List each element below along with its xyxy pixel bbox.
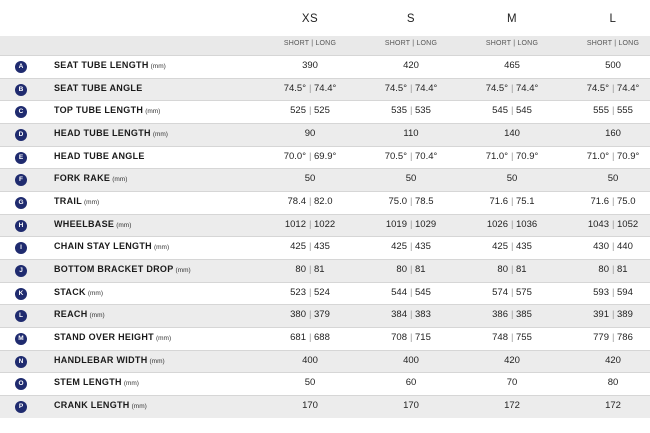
short-value: 523 (290, 286, 306, 298)
long-value: 81 (617, 264, 628, 276)
short-value: 425 (492, 241, 508, 253)
row-label (54, 355, 165, 365)
value-cell: 50 (304, 173, 316, 185)
long-value: 74.4° (314, 82, 337, 94)
value-separator: | (612, 196, 615, 208)
long-value: 1036 (516, 218, 538, 230)
row-label (54, 400, 147, 410)
short-value: 708 (391, 332, 407, 344)
value-separator: | (612, 241, 615, 253)
row-label-text: STEM LENGTH (54, 377, 122, 388)
table-row (0, 168, 650, 191)
row-label (54, 60, 166, 70)
row-letter-badge: N (15, 356, 27, 368)
long-value: 75.1 (516, 196, 535, 208)
value-cell: 170 (302, 400, 318, 412)
short-long-label: SHORT | LONG (384, 40, 438, 47)
row-label (54, 173, 127, 183)
value-separator: | (511, 82, 514, 94)
table-row (0, 304, 650, 327)
size-header-l: L (609, 13, 617, 25)
value-separator: | (309, 332, 312, 344)
row-unit: (mm) (131, 403, 147, 411)
long-value: 81 (516, 264, 527, 276)
value-separator: | (410, 241, 413, 253)
row-unit: (mm) (149, 357, 165, 365)
row-label-text: CRANK LENGTH (54, 400, 130, 411)
short-value: 544 (391, 286, 407, 298)
row-unit: (mm) (87, 289, 104, 297)
value-cell: 420 (403, 60, 419, 71)
long-value: 70.9° (617, 150, 640, 162)
row-letter-badge: F (15, 174, 27, 186)
long-value: 545 (415, 286, 431, 298)
row-label (54, 264, 191, 274)
row-label (54, 241, 169, 251)
row-label (54, 128, 168, 138)
long-value: 1022 (314, 218, 336, 230)
short-value: 574 (492, 286, 508, 298)
long-value: 535 (415, 105, 431, 117)
short-value: 74.5° (485, 82, 508, 94)
row-unit: (mm) (84, 199, 100, 207)
long-value: 524 (314, 286, 330, 298)
long-value: 81 (314, 264, 325, 276)
size-header-xs: XS (301, 13, 319, 25)
table-row (0, 78, 650, 101)
short-value: 80 (396, 264, 407, 276)
long-value: 70.4° (415, 150, 438, 162)
value-cell: 390 (302, 60, 318, 71)
value-separator: | (612, 286, 615, 298)
long-value: 435 (314, 241, 330, 253)
long-value: 555 (617, 105, 633, 117)
short-long-label: SHORT | LONG (485, 40, 539, 47)
long-value: 594 (617, 286, 633, 298)
value-cell: 170 (403, 400, 419, 412)
value-separator: | (612, 218, 615, 230)
value-cell: 500 (605, 60, 621, 71)
short-value: 1043 (587, 218, 609, 230)
value-cell: 50 (304, 377, 316, 389)
value-separator: | (612, 82, 615, 94)
value-separator: | (309, 82, 312, 94)
row-label (54, 219, 131, 229)
table-row (0, 327, 650, 350)
short-value: 71.0° (586, 150, 609, 162)
long-value: 69.9° (314, 150, 337, 162)
row-letter-badge: C (15, 106, 27, 118)
long-value: 688 (314, 332, 330, 344)
value-separator: | (511, 218, 514, 230)
long-value: 435 (516, 241, 532, 253)
value-separator: | (612, 264, 615, 276)
short-value: 71.0° (485, 150, 508, 162)
short-value: 748 (492, 332, 508, 344)
row-label (54, 332, 171, 342)
long-value: 385 (516, 309, 532, 321)
value-separator: | (309, 196, 312, 208)
row-letter-badge: K (15, 288, 27, 300)
value-cell: 420 (504, 354, 520, 366)
row-label-text: WHEELBASE (54, 218, 115, 229)
value-separator: | (309, 264, 312, 276)
row-label-text: STACK (54, 286, 86, 297)
value-separator: | (410, 264, 413, 276)
long-value: 74.4° (617, 82, 640, 94)
long-value: 1029 (415, 218, 437, 230)
long-value: 435 (415, 241, 431, 253)
row-label-text: BOTTOM BRACKET DROP (54, 264, 174, 275)
long-value: 545 (516, 105, 532, 117)
value-separator: | (410, 150, 413, 162)
value-cell: 50 (506, 173, 518, 185)
value-cell: 160 (605, 128, 621, 139)
value-separator: | (410, 218, 413, 230)
row-unit: (mm) (175, 267, 191, 275)
long-value: 75.0 (617, 196, 636, 208)
table-row (0, 214, 650, 237)
value-separator: | (511, 196, 514, 208)
value-separator: | (309, 309, 312, 321)
table-row (0, 350, 650, 373)
short-long-label: SHORT | LONG (283, 40, 337, 47)
short-long-header-row (0, 36, 650, 55)
long-value: 70.9° (516, 150, 539, 162)
long-value: 82.0 (314, 196, 333, 208)
row-unit: (mm) (123, 380, 139, 388)
row-unit: (mm) (150, 63, 166, 70)
row-label (54, 196, 99, 206)
value-separator: | (309, 218, 312, 230)
size-header-row (0, 0, 650, 36)
value-cell: 400 (403, 354, 419, 366)
value-separator: | (309, 105, 312, 117)
short-value: 78.4 (287, 196, 306, 208)
short-value: 70.0° (283, 150, 306, 162)
row-label-text: CHAIN STAY LENGTH (54, 241, 152, 252)
row-label (54, 151, 145, 161)
row-label-text: HEAD TUBE ANGLE (54, 150, 145, 161)
row-label-text: FORK RAKE (54, 173, 111, 184)
long-value: 383 (415, 309, 431, 321)
value-cell: 465 (504, 60, 520, 71)
row-label-text: HANDLEBAR WIDTH (54, 354, 148, 365)
value-separator: | (511, 150, 514, 162)
short-value: 80 (497, 264, 508, 276)
row-letter-badge: P (15, 401, 27, 413)
row-label (54, 105, 160, 115)
row-letter-badge: L (15, 310, 27, 322)
row-label-text: SEAT TUBE LENGTH (54, 60, 149, 70)
row-letter-badge: B (15, 84, 27, 96)
long-value: 525 (314, 105, 330, 117)
table-row (0, 395, 650, 418)
size-header-s: S (406, 13, 416, 25)
long-value: 81 (415, 264, 426, 276)
table-row (0, 236, 650, 259)
short-value: 779 (593, 332, 609, 344)
value-separator: | (511, 286, 514, 298)
value-cell: 420 (605, 354, 621, 366)
row-letter-badge: A (15, 61, 27, 73)
short-value: 1019 (385, 218, 407, 230)
table-row (0, 123, 650, 146)
short-value: 1026 (486, 218, 508, 230)
short-value: 391 (593, 309, 609, 321)
row-unit: (mm) (145, 108, 161, 116)
value-separator: | (511, 105, 514, 117)
row-unit: (mm) (152, 131, 168, 138)
short-value: 380 (290, 309, 306, 321)
short-value: 70.5° (384, 150, 407, 162)
value-cell: 80 (607, 377, 619, 389)
value-cell: 110 (403, 128, 419, 139)
value-separator: | (309, 150, 312, 162)
short-value: 386 (492, 309, 508, 321)
table-row (0, 191, 650, 214)
long-value: 755 (516, 332, 532, 344)
short-value: 545 (492, 105, 508, 117)
long-value: 575 (516, 286, 532, 298)
value-cell: 172 (504, 400, 520, 412)
row-letter-badge: J (15, 265, 27, 277)
value-cell: 60 (405, 377, 417, 389)
row-letter-badge: H (15, 220, 27, 232)
long-value: 74.4° (516, 82, 539, 94)
value-separator: | (410, 196, 413, 208)
short-value: 425 (290, 241, 306, 253)
row-letter-badge: D (15, 129, 27, 141)
table-row (0, 146, 650, 169)
short-value: 555 (593, 105, 609, 117)
row-label-text: STAND OVER HEIGHT (54, 332, 154, 343)
short-value: 80 (598, 264, 609, 276)
short-value: 71.6 (489, 196, 508, 208)
row-unit: (mm) (112, 176, 128, 184)
table-row (0, 259, 650, 282)
value-separator: | (410, 309, 413, 321)
value-separator: | (410, 82, 413, 94)
short-long-label: SHORT | LONG (586, 40, 640, 47)
long-value: 389 (617, 309, 633, 321)
row-label (54, 309, 105, 319)
value-separator: | (612, 105, 615, 117)
short-value: 525 (290, 105, 306, 117)
value-cell: 172 (605, 400, 621, 412)
value-cell: 140 (504, 128, 520, 139)
row-label-text: TOP TUBE LENGTH (54, 105, 144, 116)
short-value: 75.0 (388, 196, 407, 208)
table-row (0, 282, 650, 305)
value-separator: | (612, 309, 615, 321)
value-cell: 50 (405, 173, 417, 185)
long-value: 440 (617, 241, 633, 253)
value-separator: | (410, 286, 413, 298)
value-separator: | (511, 264, 514, 276)
value-separator: | (612, 150, 615, 162)
short-value: 71.6 (590, 196, 609, 208)
long-value: 74.4° (415, 82, 438, 94)
value-separator: | (612, 332, 615, 344)
row-label-text: SEAT TUBE ANGLE (54, 82, 143, 93)
value-separator: | (309, 241, 312, 253)
long-value: 78.5 (415, 196, 434, 208)
row-label-text: TRAIL (54, 196, 82, 207)
value-separator: | (410, 105, 413, 117)
row-letter-badge: E (15, 152, 27, 164)
row-label-text: HEAD TUBE LENGTH (54, 128, 151, 138)
long-value: 379 (314, 309, 330, 321)
value-separator: | (410, 332, 413, 344)
short-value: 430 (593, 241, 609, 253)
size-header-m: M (506, 13, 518, 25)
short-value: 80 (295, 264, 306, 276)
table-row (0, 372, 650, 395)
short-value: 425 (391, 241, 407, 253)
value-separator: | (511, 241, 514, 253)
short-value: 1012 (284, 218, 306, 230)
value-separator: | (511, 332, 514, 344)
table-row (0, 100, 650, 123)
value-cell: 50 (607, 173, 619, 185)
long-value: 786 (617, 332, 633, 344)
row-label (54, 83, 143, 93)
row-label (54, 287, 103, 297)
short-value: 74.5° (283, 82, 306, 94)
value-cell: 70 (506, 377, 518, 389)
short-value: 681 (290, 332, 306, 344)
row-label (54, 377, 139, 387)
row-unit: (mm) (153, 244, 170, 252)
row-letter-badge: I (15, 242, 27, 254)
row-unit: (mm) (89, 312, 105, 320)
row-letter-badge: G (15, 197, 27, 209)
value-separator: | (511, 309, 514, 321)
short-value: 74.5° (384, 82, 407, 94)
row-label-text: REACH (54, 309, 88, 320)
short-value: 74.5° (586, 82, 609, 94)
row-unit: (mm) (155, 335, 172, 343)
long-value: 1052 (617, 218, 639, 230)
table-row (0, 55, 650, 78)
short-value: 593 (593, 286, 609, 298)
row-letter-badge: O (15, 378, 27, 390)
row-unit: (mm) (116, 221, 132, 229)
value-separator: | (309, 286, 312, 298)
short-value: 535 (391, 105, 407, 117)
value-cell: 400 (302, 354, 318, 366)
short-value: 384 (391, 309, 407, 321)
row-letter-badge: M (15, 333, 27, 345)
long-value: 715 (415, 332, 431, 344)
value-cell: 90 (304, 128, 316, 139)
